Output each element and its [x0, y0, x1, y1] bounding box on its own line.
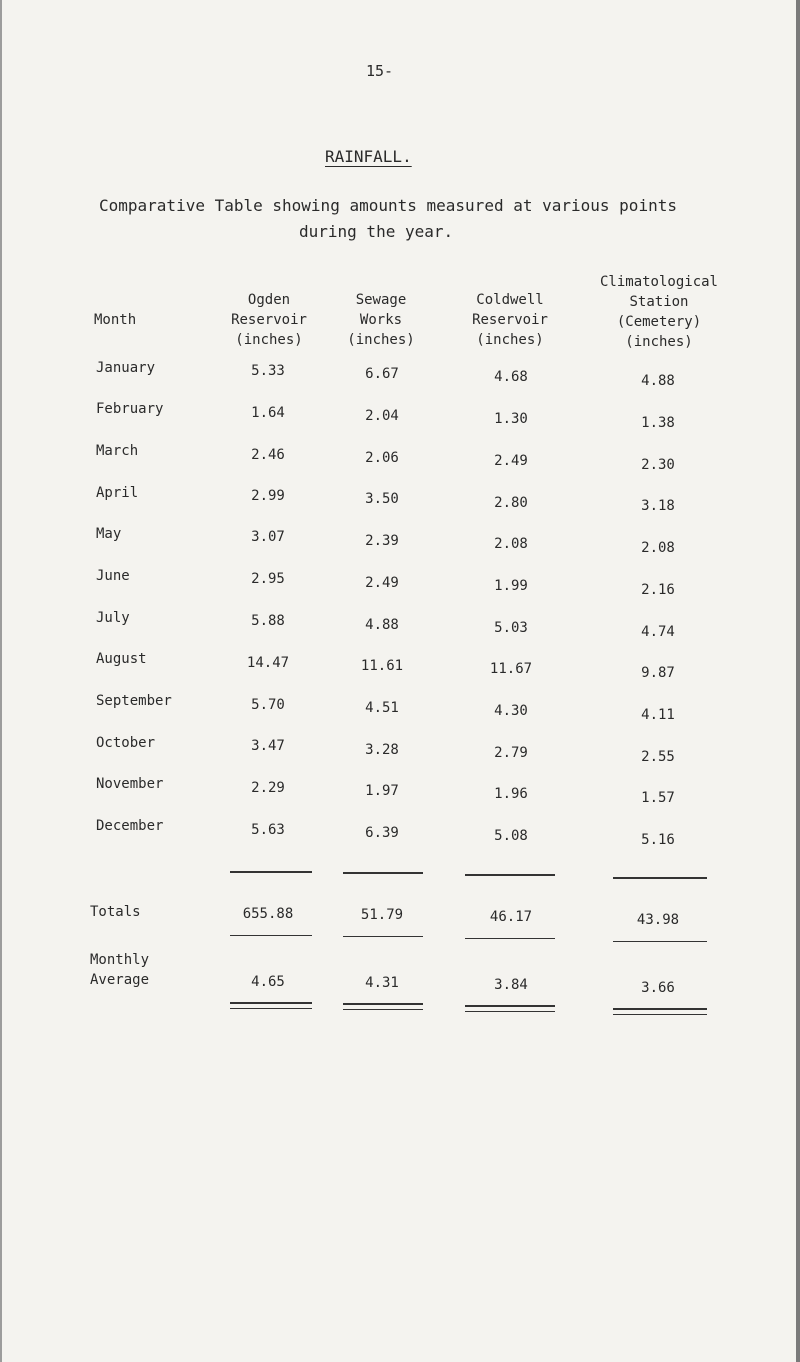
- sewage-value: 4.88: [365, 617, 399, 633]
- sewage-value: 6.67: [365, 366, 399, 382]
- header-coldwell-line2: Reservoir: [472, 312, 548, 328]
- sewage-value: 3.50: [365, 491, 399, 507]
- coldwell-value: 11.67: [489, 661, 533, 677]
- rule-below-totals: [230, 935, 312, 936]
- double-rule-bottom: [613, 1014, 707, 1015]
- ogden-value: 1.64: [251, 405, 285, 421]
- row-month: December: [96, 818, 164, 834]
- ogden-value: 2.46: [251, 447, 285, 463]
- page-number: 15-: [366, 62, 394, 80]
- double-rule-top: [343, 1003, 423, 1005]
- double-rule-bottom: [230, 1008, 312, 1009]
- sewage-value: 3.28: [365, 742, 399, 758]
- ogden-value: 2.99: [251, 488, 285, 504]
- average-label-line1: Monthly: [90, 952, 150, 968]
- table-caption-line2: during the year.: [299, 222, 454, 241]
- header-coldwell: [450, 290, 570, 350]
- header-clim-line4: (inches): [625, 334, 693, 350]
- rule-below-totals: [343, 936, 423, 937]
- coldwell-value: 2.79: [494, 745, 528, 761]
- sewage-value: 1.97: [365, 783, 399, 799]
- sewage-value: 4.51: [365, 700, 399, 716]
- double-rule-bottom: [343, 1009, 423, 1010]
- header-coldwell-line3: (inches): [476, 332, 544, 348]
- header-clim-line1: Climatological: [599, 274, 718, 290]
- header-clim-line2: Station: [629, 294, 689, 310]
- clim-value: 4.74: [641, 624, 675, 640]
- ogden-average: 4.65: [251, 974, 285, 990]
- double-rule-top: [613, 1008, 707, 1010]
- clim-value: 4.11: [641, 707, 675, 723]
- double-rule-bottom: [465, 1011, 555, 1012]
- header-sewage: [326, 290, 436, 350]
- row-month: July: [96, 610, 130, 626]
- coldwell-value: 1.96: [494, 786, 528, 802]
- coldwell-value: 1.99: [494, 578, 528, 594]
- sewage-value: 2.04: [365, 408, 399, 424]
- header-month: Month: [94, 312, 137, 328]
- ogden-value: 5.33: [251, 363, 285, 379]
- clim-value: 1.38: [641, 415, 675, 431]
- ogden-value: 5.70: [251, 697, 285, 713]
- clim-value: 5.16: [641, 832, 675, 848]
- header-coldwell-line1: Coldwell: [476, 292, 544, 308]
- coldwell-value: 2.49: [494, 453, 528, 469]
- header-clim-line3: (Cemetery): [616, 314, 702, 330]
- sewage-total: 51.79: [360, 907, 404, 923]
- ogden-value: 5.88: [251, 613, 285, 629]
- clim-total: 43.98: [636, 912, 680, 928]
- rule-below-totals: [613, 941, 707, 942]
- header-ogden: [214, 290, 324, 350]
- table-caption-line1: Comparative Table showing amounts measured at various points: [99, 196, 677, 215]
- clim-value: 3.18: [641, 498, 675, 514]
- clim-value: 4.88: [641, 373, 675, 389]
- page-title: RAINFALL.: [325, 147, 412, 166]
- rule-above-totals: [465, 874, 555, 876]
- ogden-total: 655.88: [242, 906, 294, 922]
- average-label-line2: Average: [90, 972, 150, 988]
- sewage-value: 2.06: [365, 450, 399, 466]
- sewage-value: 6.39: [365, 825, 399, 841]
- ogden-value: 3.47: [251, 738, 285, 754]
- header-sewage-line2: Works: [359, 312, 403, 328]
- ogden-value: 2.29: [251, 780, 285, 796]
- coldwell-value: 2.80: [494, 495, 528, 511]
- row-month: March: [96, 443, 139, 459]
- header-sewage-line3: (inches): [347, 332, 415, 348]
- double-rule-top: [230, 1002, 312, 1004]
- row-month: January: [96, 360, 156, 376]
- ogden-value: 3.07: [251, 529, 285, 545]
- clim-value: 2.30: [641, 457, 675, 473]
- coldwell-value: 5.03: [494, 620, 528, 636]
- coldwell-value: 1.30: [494, 411, 528, 427]
- sewage-value: 2.39: [365, 533, 399, 549]
- totals-label: Totals: [90, 904, 141, 920]
- clim-value: 2.16: [641, 582, 675, 598]
- ogden-value: 5.63: [251, 822, 285, 838]
- rule-above-totals: [343, 872, 423, 874]
- row-month: October: [96, 735, 156, 751]
- row-month: June: [96, 568, 130, 584]
- clim-value: 2.55: [641, 749, 675, 765]
- sewage-average: 4.31: [365, 975, 399, 991]
- row-month: April: [96, 485, 139, 501]
- header-ogden-line2: Reservoir: [231, 312, 307, 328]
- coldwell-average: 3.84: [494, 977, 528, 993]
- header-ogden-line3: (inches): [235, 332, 303, 348]
- clim-value: 2.08: [641, 540, 675, 556]
- clim-average: 3.66: [641, 980, 675, 996]
- sewage-value: 2.49: [365, 575, 399, 591]
- coldwell-value: 4.68: [494, 369, 528, 385]
- ogden-value: 2.95: [251, 571, 285, 587]
- rule-below-totals: [465, 938, 555, 939]
- clim-value: 9.87: [641, 665, 675, 681]
- coldwell-value: 2.08: [494, 536, 528, 552]
- clim-value: 1.57: [641, 790, 675, 806]
- header-ogden-line1: Ogden: [247, 292, 291, 308]
- row-month: May: [96, 526, 122, 542]
- row-month: November: [96, 776, 164, 792]
- sewage-value: 11.61: [360, 658, 404, 674]
- coldwell-value: 4.30: [494, 703, 528, 719]
- coldwell-total: 46.17: [489, 909, 533, 925]
- coldwell-value: 5.08: [494, 828, 528, 844]
- double-rule-top: [465, 1005, 555, 1007]
- ogden-value: 14.47: [246, 655, 290, 671]
- row-month: September: [96, 693, 172, 709]
- rule-above-totals: [230, 871, 312, 873]
- header-sewage-line1: Sewage: [355, 292, 407, 308]
- row-month: August: [96, 651, 147, 667]
- header-climatological: [586, 272, 732, 352]
- rule-above-totals: [613, 877, 707, 879]
- row-month: February: [96, 401, 164, 417]
